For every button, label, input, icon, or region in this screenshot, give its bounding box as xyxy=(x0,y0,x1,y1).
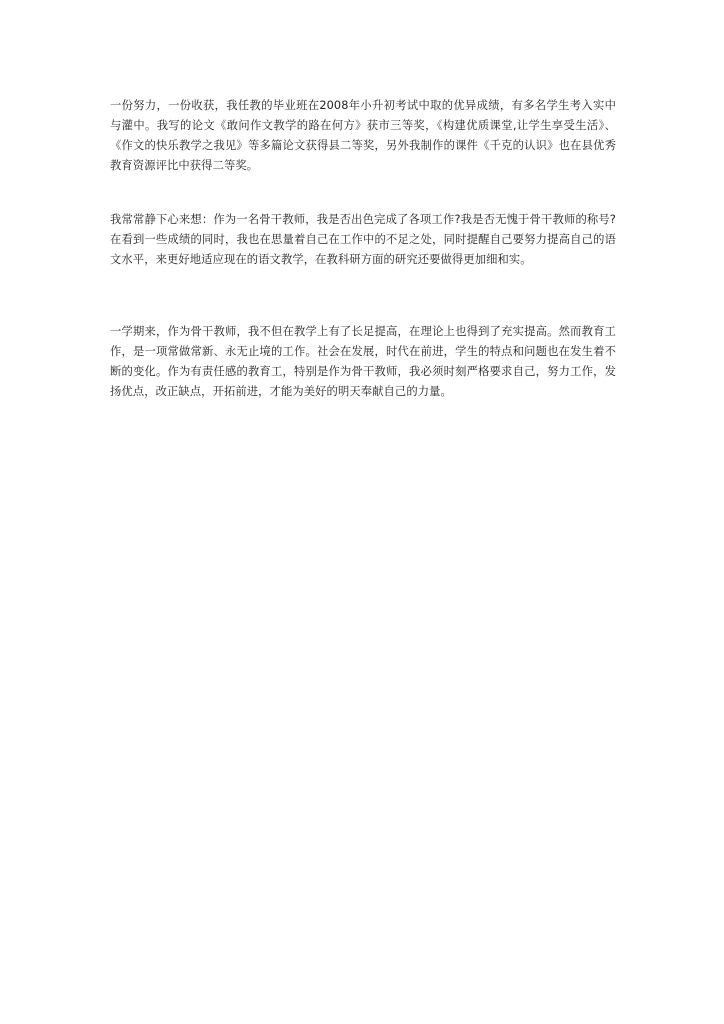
paragraph-reflection: 我常常静下心来想：作为一名骨干教师，我是否出色完成了各项工作?我是否无愧于骨干教师的称号?在看到一些成绩的同时，我也在思量着自己在工作中的不足之处，同时提醒自己要努力提高自己的语文水平，来更好地适应现在的语文教学，在教科研方面的研究还要做得更加细和实。 xyxy=(110,213,616,266)
paragraph-conclusion: 一学期来，作为骨干教师，我不但在教学上有了长足提高，在理论上也得到了充实提高。然而教育工作，是一项常做常新、永无止境的工作。社会在发展，时代在前进，学生的特点和问题也在发生着不断的变化。作为有责任感的教育工，特别是作为骨干教师，我必须时刻严格要求自己，努力工作，发扬优点，改正缺点，开拓前进，才能为美好的明天奉献自己的力量。 xyxy=(110,325,616,398)
paragraph-achievements: 一份努力，一份收获，我任教的毕业班在2008年小升初考试中取的优异成绩，有多名学生考入实中与灌中。我写的论文《敢问作文教学的路在何方》获市三等奖，《构建优质课堂,让学生享受生活》、《作文的快乐教学之我见》等多篇论文获得县二等奖，另外我制作的课件《千克的认识》也在县优秀教育资源评比中获得二等奖。 xyxy=(110,99,616,172)
